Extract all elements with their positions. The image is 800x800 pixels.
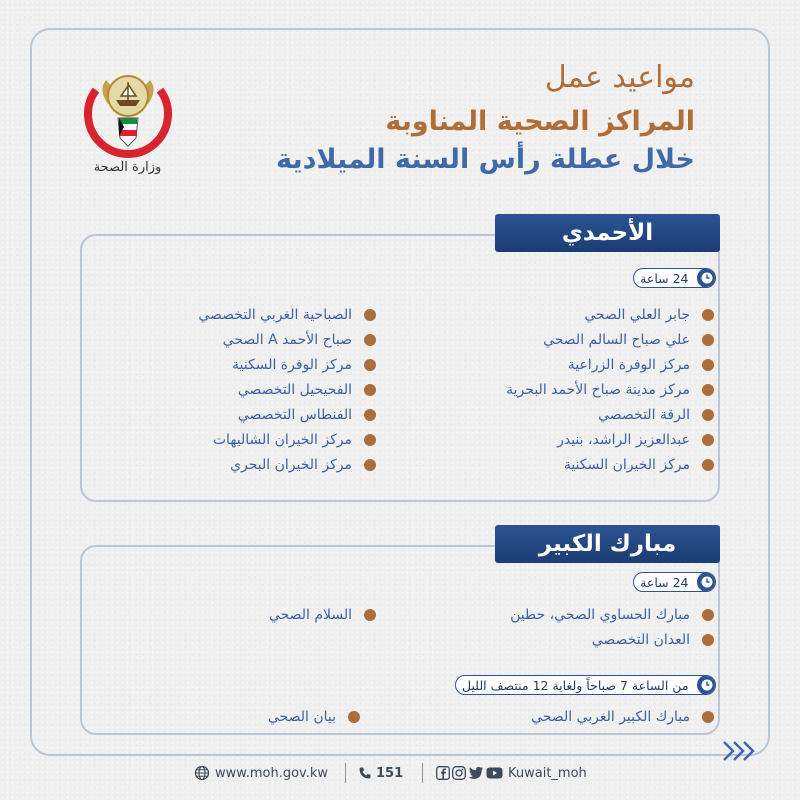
list-item: بيان الصحي (268, 704, 360, 729)
mubarak-title: مبارك الكبير (495, 525, 720, 563)
list-item: مركز مدينة صباح الأحمد البحرية (506, 377, 714, 402)
list-item: علي صباح السالم الصحي (506, 327, 714, 352)
list-item: عبدالعزيز الراشد، بنيدر (506, 427, 714, 452)
instagram-icon[interactable] (452, 766, 466, 780)
title-line-2: المراكز الصحية المناوبة (385, 106, 695, 137)
globe-icon (194, 765, 210, 781)
divider (345, 763, 346, 783)
bullet (364, 384, 376, 396)
list-item: مركز الخيران البحري (198, 452, 376, 477)
mubarak-hours-badge-2 (455, 675, 716, 695)
hours-text: من الساعة 7 صباحاً ولغاية 12 منتصف الليل (461, 677, 689, 693)
ministry-logo (78, 60, 178, 160)
list-item: العدان التخصصي (510, 627, 714, 652)
clock-icon (697, 268, 717, 288)
bullet (364, 309, 376, 321)
bullet (364, 334, 376, 346)
ministry-name: وزارة الصحة (93, 160, 162, 175)
ahmadi-hours-badge (633, 268, 716, 288)
bullet (364, 359, 376, 371)
bullet (364, 459, 376, 471)
list-item: مركز الوفرة السكنية (198, 352, 376, 377)
divider (422, 763, 423, 783)
twitter-icon[interactable] (468, 766, 484, 780)
bullet (702, 384, 714, 396)
list-item: الرقة التخصصي (506, 402, 714, 427)
hours-text: 24 ساعة (640, 270, 689, 286)
facebook-icon[interactable] (436, 766, 450, 780)
list-item: الصباحية الغربي التخصصي (198, 302, 376, 327)
bullet (702, 359, 714, 371)
hotline[interactable]: 151 (358, 760, 403, 786)
bullet (364, 609, 376, 621)
social-links[interactable]: Kuwait_moh (436, 760, 587, 786)
mubarak-right-list (510, 602, 714, 652)
bullet (348, 711, 360, 723)
bullet (702, 309, 714, 321)
footer (0, 760, 800, 786)
website-link[interactable]: www.moh.gov.kw (194, 760, 328, 786)
bullet (702, 459, 714, 471)
list-item: مبارك الحساوي الصحي، حطين (510, 602, 714, 627)
list-item: جابر العلي الصحي (506, 302, 714, 327)
list-item: مبارك الكبير الغربي الصحي (531, 704, 714, 729)
list-item: مركز الخيران الشاليهات (198, 427, 376, 452)
list-item: الفحيحيل التخصصي (198, 377, 376, 402)
bullet (702, 711, 714, 723)
clock-icon (697, 572, 717, 592)
mubarak-hours-badge (633, 572, 716, 592)
bullet (702, 609, 714, 621)
list-item: مركز الوفرة الزراعية (506, 352, 714, 377)
bullet (364, 409, 376, 421)
list-item: الفنطاس التخصصي (198, 402, 376, 427)
ahmadi-right-list (506, 302, 714, 477)
hours-text: 24 ساعة (640, 574, 689, 590)
bullet (702, 409, 714, 421)
list-item: السلام الصحي (269, 602, 376, 627)
bullet (702, 434, 714, 446)
list-item: صباح الأحمد A الصحي (198, 327, 376, 352)
mubarak-right-list-2 (531, 704, 714, 729)
youtube-icon[interactable] (486, 766, 503, 780)
list-item: مركز الخيران السكنية (506, 452, 714, 477)
mubarak-left-list-2 (268, 704, 360, 729)
ahmadi-title: الأحمدي (495, 214, 720, 252)
title-line-3: خلال عطلة رأس السنة الميلادية (276, 144, 695, 175)
phone-icon (358, 766, 372, 780)
bullet (702, 634, 714, 646)
ahmadi-left-list (198, 302, 376, 477)
bullet (702, 334, 714, 346)
title-line-1: مواعيد عمل (544, 60, 695, 95)
mubarak-left-list (269, 602, 376, 627)
clock-icon (697, 675, 717, 695)
bullet (364, 434, 376, 446)
